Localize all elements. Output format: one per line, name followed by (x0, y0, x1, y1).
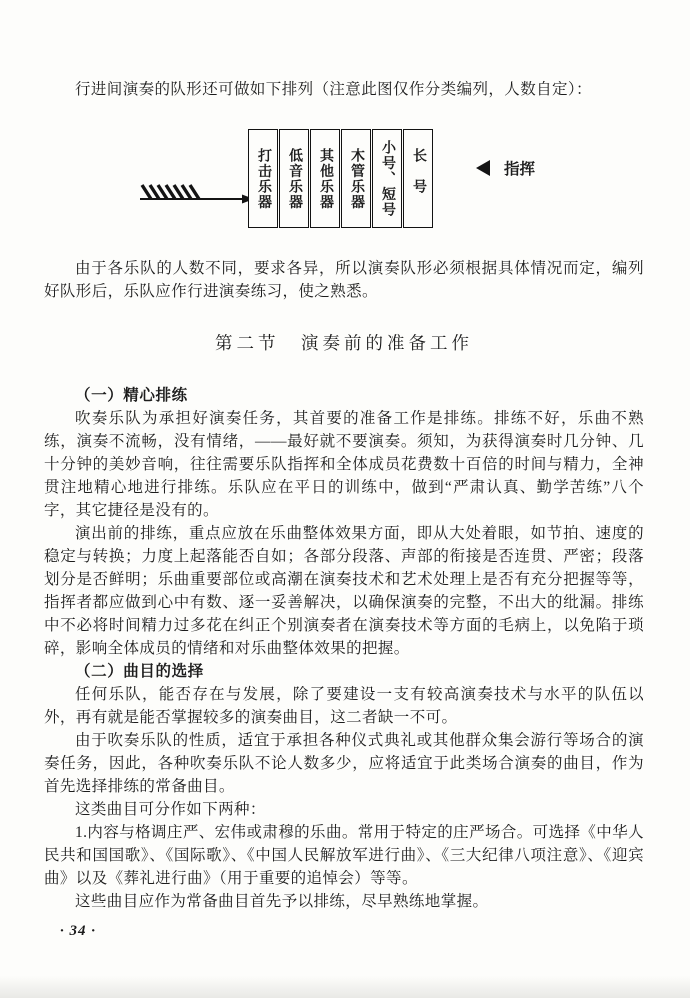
formation-cell-label: 长号 (411, 147, 426, 210)
march-direction-arrow-icon (138, 173, 256, 213)
conductor-label: 指挥 (504, 161, 536, 178)
paragraph: 1.内容与格调庄严、宏伟或肃穆的乐曲。常用于特定的庄严场合。可选择《中华人民共和国国歌》、《国际歌》、《中国人民解放军进行曲》、《三大纪律八项注意》、《迎宾曲》以及《葬礼进行曲》（用于重要的追悼会）等等。 (44, 824, 644, 887)
section-heading: 第二节 演奏前的准备工作 (215, 333, 473, 353)
instrument-formation-box (248, 129, 433, 228)
paragraph: 演出前的排练，重点应放在乐曲整体效果方面，即从大处着眼，如节拍、速度的稳定与转换；力度上起落能否自如；各部分段落、声部的衔接是否连贯、严密；段落划分是否鲜明；乐曲重要部位或高潮在演奏技术和艺术处理上是否有充分把握等等，指挥者都应做到心中有数、逐一妥善解决，以确保演奏的完整，不出大的纰漏。排练中不必将时间精力过多花在纠正个别演奏者在演奏技术等方面的毛病上，以免陷于琐碎，影响全体成员的情绪和对乐曲整体效果的把握。 (44, 525, 644, 657)
formation-cell-trombone (403, 129, 433, 228)
intro-paragraph: 行进间演奏的队形还可做如下排列（注意此图仅作分类编列，人数自定）： (75, 81, 592, 98)
formation-cell-label: 其他乐器 (318, 147, 333, 210)
formation-cell-other (310, 129, 340, 228)
formation-cell-trumpet-cornet (372, 129, 402, 228)
formation-cell-label: 小号、短号 (380, 139, 395, 218)
formation-cell-bass (279, 129, 309, 228)
formation-diagram (44, 127, 644, 239)
paragraph: 吹奏乐队为承担好演奏任务，其首要的准备工作是排练。排练不好，乐曲不熟练，演奏不流畅，没有情绪，——最好就不要演奏。须知，为获得演奏时几分钟、几十分钟的美妙音响，往往需要乐队指挥和全体成员花费数十百倍的时间与精力，全神贯注地精心地进行排练。乐队应在平日的训练中，做到“严肃认真、勤学苦练”八个字，其它捷径是没有的。 (44, 410, 644, 519)
subsection-heading-2: （二）曲目的选择 (75, 663, 204, 680)
paragraph: 这些曲目应作为常备曲目首先予以排练，尽早熟练地掌握。 (75, 893, 489, 910)
formation-cell-label: 打击乐器 (256, 147, 271, 210)
formation-cell-woodwind (341, 129, 371, 228)
paragraph: 这类曲目可分作如下两种： (75, 801, 266, 818)
paragraph-after-diagram: 由于各乐队的人数不同，要求各异，所以演奏队形必须根据具体情况而定，编列好队形后，乐队应作行进演奏练习，使之熟悉。 (44, 260, 644, 300)
page-bottom-scan-shadow (0, 976, 690, 998)
page-number: · 34 · (60, 923, 96, 939)
formation-cell-label: 低音乐器 (287, 147, 302, 210)
subsection-heading-1: （一）精心排练 (75, 387, 188, 404)
paragraph: 任何乐队，能否存在与发展，除了要建设一支有较高演奏技术与水平的队伍以外，再有就是能否掌握较多的演奏曲目，这二者缺一不可。 (44, 686, 644, 726)
paragraph: 由于吹奏乐队的性质，适宜于承担各种仪式典礼或其他群众集会游行等场合的演奏任务，因此，各种吹奏乐队不论人数多少，应将适宜于此类场合演奏的曲目，作为首先选择排练的常备曲目。 (44, 732, 644, 795)
formation-cell-percussion (248, 129, 278, 228)
conductor-marker (476, 157, 535, 179)
formation-cell-label: 木管乐器 (349, 147, 364, 210)
conductor-triangle-icon (476, 160, 490, 176)
